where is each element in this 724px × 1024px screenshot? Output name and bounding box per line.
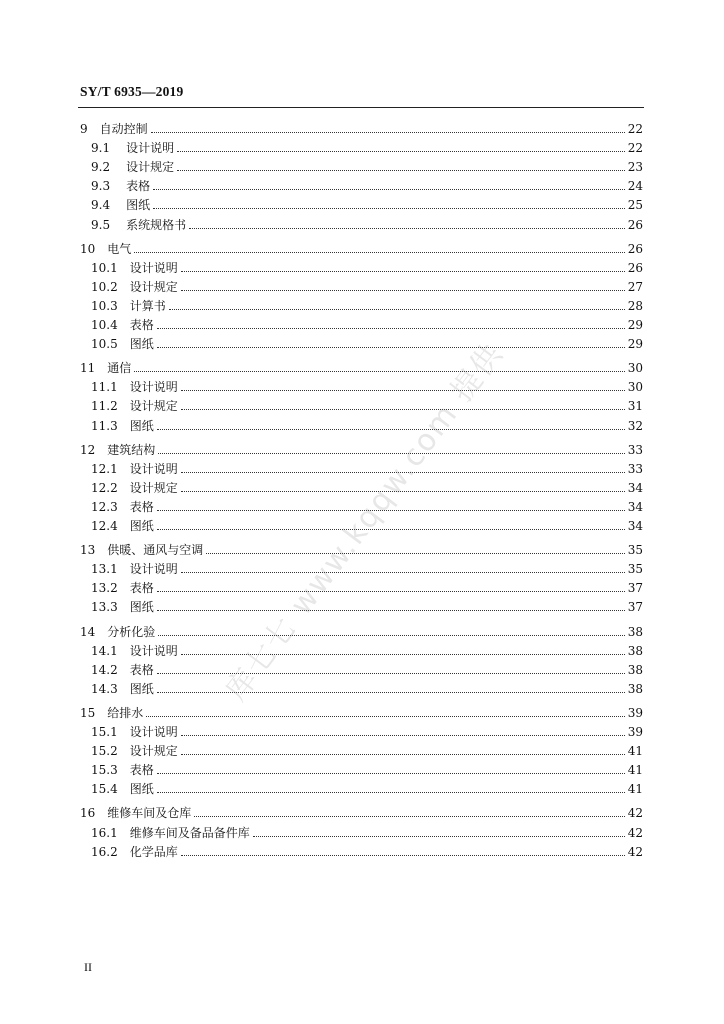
toc-entry-title: 图纸 — [129, 681, 154, 696]
toc-entry-number: 12 — [80, 442, 96, 457]
toc-entry-title: 表格 — [129, 318, 154, 332]
toc-entry-title: 维修车间及备品备件库 — [129, 825, 250, 840]
toc-entry-page: 41 — [627, 763, 643, 778]
toc-entry-page: 33 — [627, 461, 643, 476]
toc-entry-title: 设计规定 — [129, 279, 178, 294]
toc-entry-page: 33 — [627, 442, 643, 457]
toc-entry-title: 分析化验 — [107, 624, 156, 639]
toc-dot-leader — [181, 271, 625, 272]
toc-entry-number: 9.4 — [91, 198, 111, 213]
toc-entry-title: 计算书 — [129, 298, 166, 313]
toc-entry-number: 12.4 — [91, 519, 118, 533]
toc-entry-page: 35 — [627, 543, 643, 558]
watermark-stamp: 库七七 www.kqqw.com 提供 — [218, 336, 511, 708]
toc-entry-page: 42 — [627, 825, 643, 840]
header-rule — [78, 107, 644, 108]
toc-section-entry[interactable] — [91, 740, 643, 758]
toc-entry-title: 图纸 — [126, 198, 151, 213]
toc-entry-number: 13 — [80, 543, 96, 558]
toc-chapter-entry[interactable] — [80, 802, 643, 820]
toc-entry-title: 自动控制 — [99, 122, 148, 136]
toc-section-entry[interactable] — [91, 515, 643, 533]
toc-entry-number: 15.4 — [91, 782, 118, 797]
toc-entry-title: 设计说明 — [129, 643, 178, 658]
toc-section-entry[interactable] — [91, 415, 643, 433]
toc-entry-title: 图纸 — [129, 418, 154, 433]
toc-dot-leader — [157, 429, 625, 430]
toc-chapter-entry[interactable] — [80, 238, 643, 256]
toc-entry-title: 给排水 — [107, 705, 144, 720]
toc-dot-leader — [158, 635, 624, 636]
toc-entry-title: 表格 — [129, 499, 154, 514]
toc-entry-page: 37 — [627, 600, 643, 615]
toc-dot-leader — [177, 170, 625, 171]
toc-entry-number: 10 — [80, 241, 96, 256]
toc-entry-number: 9.1 — [91, 141, 111, 156]
toc-dot-leader — [157, 510, 625, 511]
toc-dot-leader — [181, 409, 625, 410]
toc-entry-page: 34 — [627, 480, 643, 495]
toc-dot-leader — [157, 591, 625, 592]
toc-section-entry[interactable] — [91, 276, 643, 294]
toc-section-entry[interactable] — [91, 477, 643, 495]
toc-entry-number: 10.4 — [91, 318, 118, 332]
toc-entry-number: 14.1 — [91, 643, 118, 658]
toc-entry-number: 14 — [80, 624, 96, 639]
toc-chapter-entry[interactable] — [80, 702, 643, 720]
toc-dot-leader — [181, 654, 625, 655]
toc-entry-number: 16.1 — [91, 825, 118, 840]
toc-section-entry[interactable] — [91, 295, 643, 313]
toc-entry-page: 34 — [627, 519, 643, 533]
toc-section-entry[interactable] — [91, 376, 643, 394]
toc-entry-number: 13.1 — [91, 562, 118, 577]
toc-entry-title: 设计说明 — [126, 141, 175, 156]
toc-section-entry[interactable] — [91, 577, 643, 595]
toc-dot-leader — [151, 132, 625, 133]
toc-section-entry[interactable] — [91, 596, 643, 614]
toc-section-entry[interactable] — [91, 194, 643, 212]
toc-entry-number: 14.3 — [91, 681, 118, 696]
toc-entry-number: 15.1 — [91, 725, 118, 739]
toc-entry-title: 设计说明 — [129, 725, 178, 739]
toc-entry-number: 15.3 — [91, 763, 118, 778]
toc-chapter-entry[interactable] — [80, 439, 643, 457]
toc-entry-number: 16 — [80, 806, 96, 821]
toc-section-entry[interactable] — [91, 137, 643, 155]
toc-entry-number: 11 — [80, 361, 96, 376]
toc-entry-title: 设计规定 — [126, 160, 175, 175]
standard-code-header: SY/T 6935—2019 — [80, 84, 184, 99]
toc-entry-number: 14.2 — [91, 662, 118, 677]
toc-dot-leader — [157, 328, 625, 329]
toc-dot-leader — [157, 529, 625, 530]
toc-chapter-entry[interactable] — [80, 539, 643, 557]
toc-entry-page: 41 — [627, 782, 643, 797]
toc-entry-number: 9.5 — [91, 217, 111, 232]
toc-entry-title: 图纸 — [129, 600, 154, 615]
toc-entry-page: 34 — [627, 499, 643, 514]
toc-entry-title: 设计规定 — [129, 399, 178, 414]
toc-dot-leader — [181, 290, 625, 291]
toc-entry-page: 27 — [627, 279, 643, 294]
toc-dot-leader — [134, 371, 624, 372]
toc-entry-number: 11.1 — [91, 380, 118, 395]
toc-entry-title: 建筑结构 — [107, 442, 156, 457]
toc-entry-page: 38 — [627, 662, 643, 677]
toc-entry-title: 设计说明 — [129, 461, 178, 476]
toc-entry-page: 39 — [627, 725, 643, 739]
toc-entry-title: 表格 — [129, 581, 154, 596]
toc-section-entry[interactable] — [91, 678, 643, 696]
toc-entry-page: 35 — [627, 562, 643, 577]
toc-entry-page: 41 — [627, 744, 643, 759]
toc-dot-leader — [157, 792, 625, 793]
toc-entry-title: 通信 — [107, 361, 132, 376]
toc-entry-title: 图纸 — [129, 337, 154, 352]
toc-entry-page: 38 — [627, 643, 643, 658]
toc-entry-title: 设计规定 — [129, 744, 178, 759]
toc-entry-number: 12.3 — [91, 499, 118, 514]
toc-entry-number: 15 — [80, 705, 96, 720]
toc-entry-title: 图纸 — [129, 519, 154, 533]
toc-dot-leader — [157, 347, 625, 348]
toc-section-entry[interactable] — [91, 156, 643, 174]
toc-section-entry[interactable] — [91, 458, 643, 476]
toc-dot-leader — [157, 692, 625, 693]
toc-entry-page: 38 — [627, 624, 643, 639]
toc-dot-leader — [181, 572, 625, 573]
toc-section-entry[interactable] — [91, 496, 643, 514]
toc-entry-page: 32 — [627, 418, 643, 433]
toc-section-entry[interactable] — [91, 778, 643, 796]
toc-entry-number: 9.2 — [91, 160, 111, 175]
toc-entry-title: 设计说明 — [129, 260, 178, 275]
toc-entry-page: 29 — [627, 318, 643, 332]
toc-entry-page: 25 — [627, 198, 643, 213]
toc-section-entry[interactable] — [91, 333, 643, 351]
toc-dot-leader — [146, 716, 624, 717]
toc-section-entry[interactable] — [91, 721, 643, 739]
toc-entry-page: 38 — [627, 681, 643, 696]
toc-dot-leader — [157, 610, 625, 611]
toc-dot-leader — [206, 553, 624, 554]
toc-dot-leader — [194, 816, 624, 817]
toc-entry-title: 设计规定 — [129, 480, 178, 495]
toc-entry-page: 30 — [627, 361, 643, 376]
toc-entry-page: 42 — [627, 806, 643, 821]
toc-chapter-entry[interactable] — [80, 357, 643, 375]
toc-section-entry[interactable] — [91, 759, 643, 777]
toc-dot-leader — [134, 252, 624, 253]
toc-entry-page: 37 — [627, 581, 643, 596]
toc-section-entry[interactable] — [91, 659, 643, 677]
toc-entry-page: 26 — [627, 260, 643, 275]
toc-dot-leader — [189, 228, 625, 229]
toc-entry-title: 表格 — [129, 662, 154, 677]
toc-entry-number: 9.3 — [91, 179, 111, 194]
toc-dot-leader — [158, 453, 624, 454]
toc-entry-page: 29 — [627, 337, 643, 352]
toc-dot-leader — [177, 151, 625, 152]
page-number-footer: II — [84, 960, 92, 974]
toc-section-entry[interactable] — [91, 314, 643, 332]
toc-entry-title: 化学品库 — [129, 844, 178, 859]
toc-dot-leader — [181, 491, 625, 492]
toc-entry-page: 26 — [627, 217, 643, 232]
toc-chapter-entry[interactable] — [80, 118, 643, 136]
toc-entry-page: 22 — [627, 122, 643, 136]
toc-entry-title: 表格 — [129, 763, 154, 778]
toc-dot-leader — [181, 735, 625, 736]
toc-entry-title: 系统规格书 — [126, 217, 187, 232]
toc-entry-title: 维修车间及仓库 — [107, 806, 192, 821]
toc-entry-title: 设计说明 — [129, 380, 178, 395]
toc-entry-number: 11.3 — [91, 418, 118, 433]
toc-entry-page: 24 — [627, 179, 643, 194]
toc-dot-leader — [181, 390, 625, 391]
toc-entry-number: 12.2 — [91, 480, 118, 495]
toc-dot-leader — [181, 472, 625, 473]
toc-dot-leader — [153, 189, 625, 190]
toc-entry-page: 31 — [627, 399, 643, 414]
toc-entry-title: 图纸 — [129, 782, 154, 797]
toc-entry-page: 39 — [627, 705, 643, 720]
toc-entry-number: 10.5 — [91, 337, 118, 352]
toc-entry-page: 42 — [627, 844, 643, 859]
toc-dot-leader — [153, 208, 625, 209]
toc-entry-number: 9 — [80, 122, 88, 136]
toc-entry-page: 22 — [627, 141, 643, 156]
toc-entry-page: 26 — [627, 241, 643, 256]
toc-dot-leader — [169, 309, 625, 310]
toc-section-entry[interactable] — [91, 558, 643, 576]
toc-dot-leader — [181, 855, 625, 856]
toc-entry-title: 表格 — [126, 179, 151, 194]
toc-entry-number: 10.1 — [91, 260, 118, 275]
toc-section-entry[interactable] — [91, 257, 643, 275]
toc-entry-number: 12.1 — [91, 461, 118, 476]
toc-entry-number: 15.2 — [91, 744, 118, 759]
toc-entry-number: 10.3 — [91, 298, 118, 313]
toc-entry-number: 16.2 — [91, 844, 118, 859]
toc-section-entry[interactable] — [91, 640, 643, 658]
toc-entry-number: 13.2 — [91, 581, 118, 596]
toc-dot-leader — [253, 836, 625, 837]
toc-entry-title: 设计说明 — [129, 562, 178, 577]
toc-section-entry[interactable] — [91, 395, 643, 413]
toc-entry-page: 23 — [627, 160, 643, 175]
toc-chapter-entry[interactable] — [80, 621, 643, 639]
toc-entry-page: 28 — [627, 298, 643, 313]
toc-entry-page: 30 — [627, 380, 643, 395]
toc-entry-title: 电气 — [107, 241, 132, 256]
toc-dot-leader — [157, 773, 625, 774]
toc-entry-title: 供暖、通风与空调 — [107, 543, 204, 558]
toc-dot-leader — [181, 754, 625, 755]
toc-section-entry[interactable] — [91, 175, 643, 193]
toc-entry-number: 11.2 — [91, 399, 118, 414]
toc-dot-leader — [157, 673, 625, 674]
toc-section-entry[interactable] — [91, 214, 643, 232]
toc-entry-number: 10.2 — [91, 279, 118, 294]
toc-section-entry[interactable] — [91, 822, 643, 840]
toc-section-entry[interactable] — [91, 841, 643, 859]
toc-entry-number: 13.3 — [91, 600, 118, 615]
